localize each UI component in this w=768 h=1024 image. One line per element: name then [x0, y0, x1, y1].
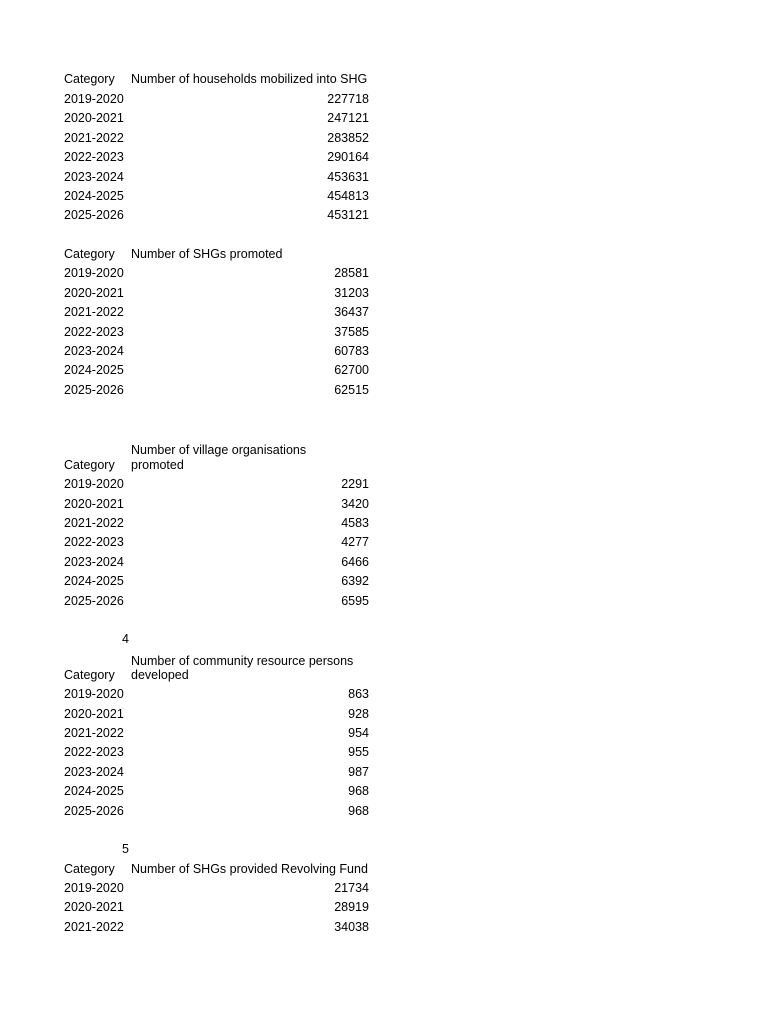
table-row-value: 34038 — [334, 920, 369, 934]
table-row-value: 36437 — [334, 305, 369, 319]
table-number: 5 — [122, 842, 129, 856]
table-row-category: 2022-2023 — [64, 325, 124, 339]
table-row-category: 2023-2024 — [64, 765, 124, 779]
table-row-value: 290164 — [327, 150, 369, 164]
table-row-value: 28919 — [334, 900, 369, 914]
table-row-category: 2023-2024 — [64, 344, 124, 358]
category-header: Category — [64, 668, 115, 682]
table-row-value: 6392 — [341, 574, 369, 588]
table-row-value: 6466 — [341, 555, 369, 569]
table-row-category: 2022-2023 — [64, 745, 124, 759]
table-row-value: 62700 — [334, 363, 369, 377]
table-row-category: 2021-2022 — [64, 516, 124, 530]
table-row-category: 2025-2026 — [64, 804, 124, 818]
table-row-value: 4277 — [341, 535, 369, 549]
table-row-value: 4583 — [341, 516, 369, 530]
table-row-category: 2019-2020 — [64, 92, 124, 106]
table-row-value: 453631 — [327, 170, 369, 184]
table-row-category: 2024-2025 — [64, 784, 124, 798]
table-row-value: 968 — [348, 804, 369, 818]
table-row-value: 928 — [348, 707, 369, 721]
table-row-category: 2020-2021 — [64, 900, 124, 914]
table-row-category: 2020-2021 — [64, 286, 124, 300]
table-row-category: 2023-2024 — [64, 555, 124, 569]
value-header: Number of SHGs promoted — [131, 247, 283, 261]
value-header-line2: promoted — [131, 458, 184, 472]
value-header-line2: developed — [131, 668, 189, 682]
table-row-category: 2024-2025 — [64, 189, 124, 203]
table-row-value: 453121 — [327, 208, 369, 222]
value-header: Number of households mobilized into SHG — [131, 72, 368, 86]
table-row-category: 2019-2020 — [64, 477, 124, 491]
table-row-category: 2019-2020 — [64, 881, 124, 895]
table-row-value: 62515 — [334, 383, 369, 397]
table-row-value: 60783 — [334, 344, 369, 358]
table-row-value: 863 — [348, 687, 369, 701]
table-row-category: 2019-2020 — [64, 687, 124, 701]
table-row-value: 21734 — [334, 881, 369, 895]
table-row-category: 2023-2024 — [64, 170, 124, 184]
value-header-line1: Number of community resource persons — [131, 654, 354, 668]
table-row-value: 968 — [348, 784, 369, 798]
table-row-value: 283852 — [327, 131, 369, 145]
table-row-category: 2022-2023 — [64, 150, 124, 164]
table-row-value: 227718 — [327, 92, 369, 106]
category-header: Category — [64, 862, 115, 876]
table-row-category: 2020-2021 — [64, 707, 124, 721]
table-row-category: 2025-2026 — [64, 594, 124, 608]
table-row-category: 2021-2022 — [64, 305, 124, 319]
category-header: Category — [64, 72, 115, 86]
table-row-value: 954 — [348, 726, 369, 740]
table-row-category: 2024-2025 — [64, 363, 124, 377]
table-row-value: 247121 — [327, 111, 369, 125]
table-row-category: 2024-2025 — [64, 574, 124, 588]
table-row-category: 2021-2022 — [64, 920, 124, 934]
value-header-line1: Number of village organisations — [131, 443, 307, 457]
table-row-value: 3420 — [341, 497, 369, 511]
table-row-category: 2020-2021 — [64, 111, 124, 125]
table-row-value: 6595 — [341, 594, 369, 608]
category-header: Category — [64, 458, 115, 472]
category-header: Category — [64, 247, 115, 261]
table-row-category: 2021-2022 — [64, 131, 124, 145]
table-row-value: 955 — [348, 745, 369, 759]
value-header: Number of SHGs provided Revolving Fund — [131, 862, 368, 876]
table-row-value: 454813 — [327, 189, 369, 203]
table-row-category: 2019-2020 — [64, 266, 124, 280]
table-row-category: 2025-2026 — [64, 383, 124, 397]
table-row-value: 31203 — [334, 286, 369, 300]
table-row-category: 2020-2021 — [64, 497, 124, 511]
table-row-value: 987 — [348, 765, 369, 779]
table-row-category: 2025-2026 — [64, 208, 124, 222]
table-row-value: 28581 — [334, 266, 369, 280]
table-number: 4 — [122, 632, 129, 646]
table-row-value: 37585 — [334, 325, 369, 339]
table-row-value: 2291 — [341, 477, 369, 491]
table-row-category: 2021-2022 — [64, 726, 124, 740]
table-row-category: 2022-2023 — [64, 535, 124, 549]
